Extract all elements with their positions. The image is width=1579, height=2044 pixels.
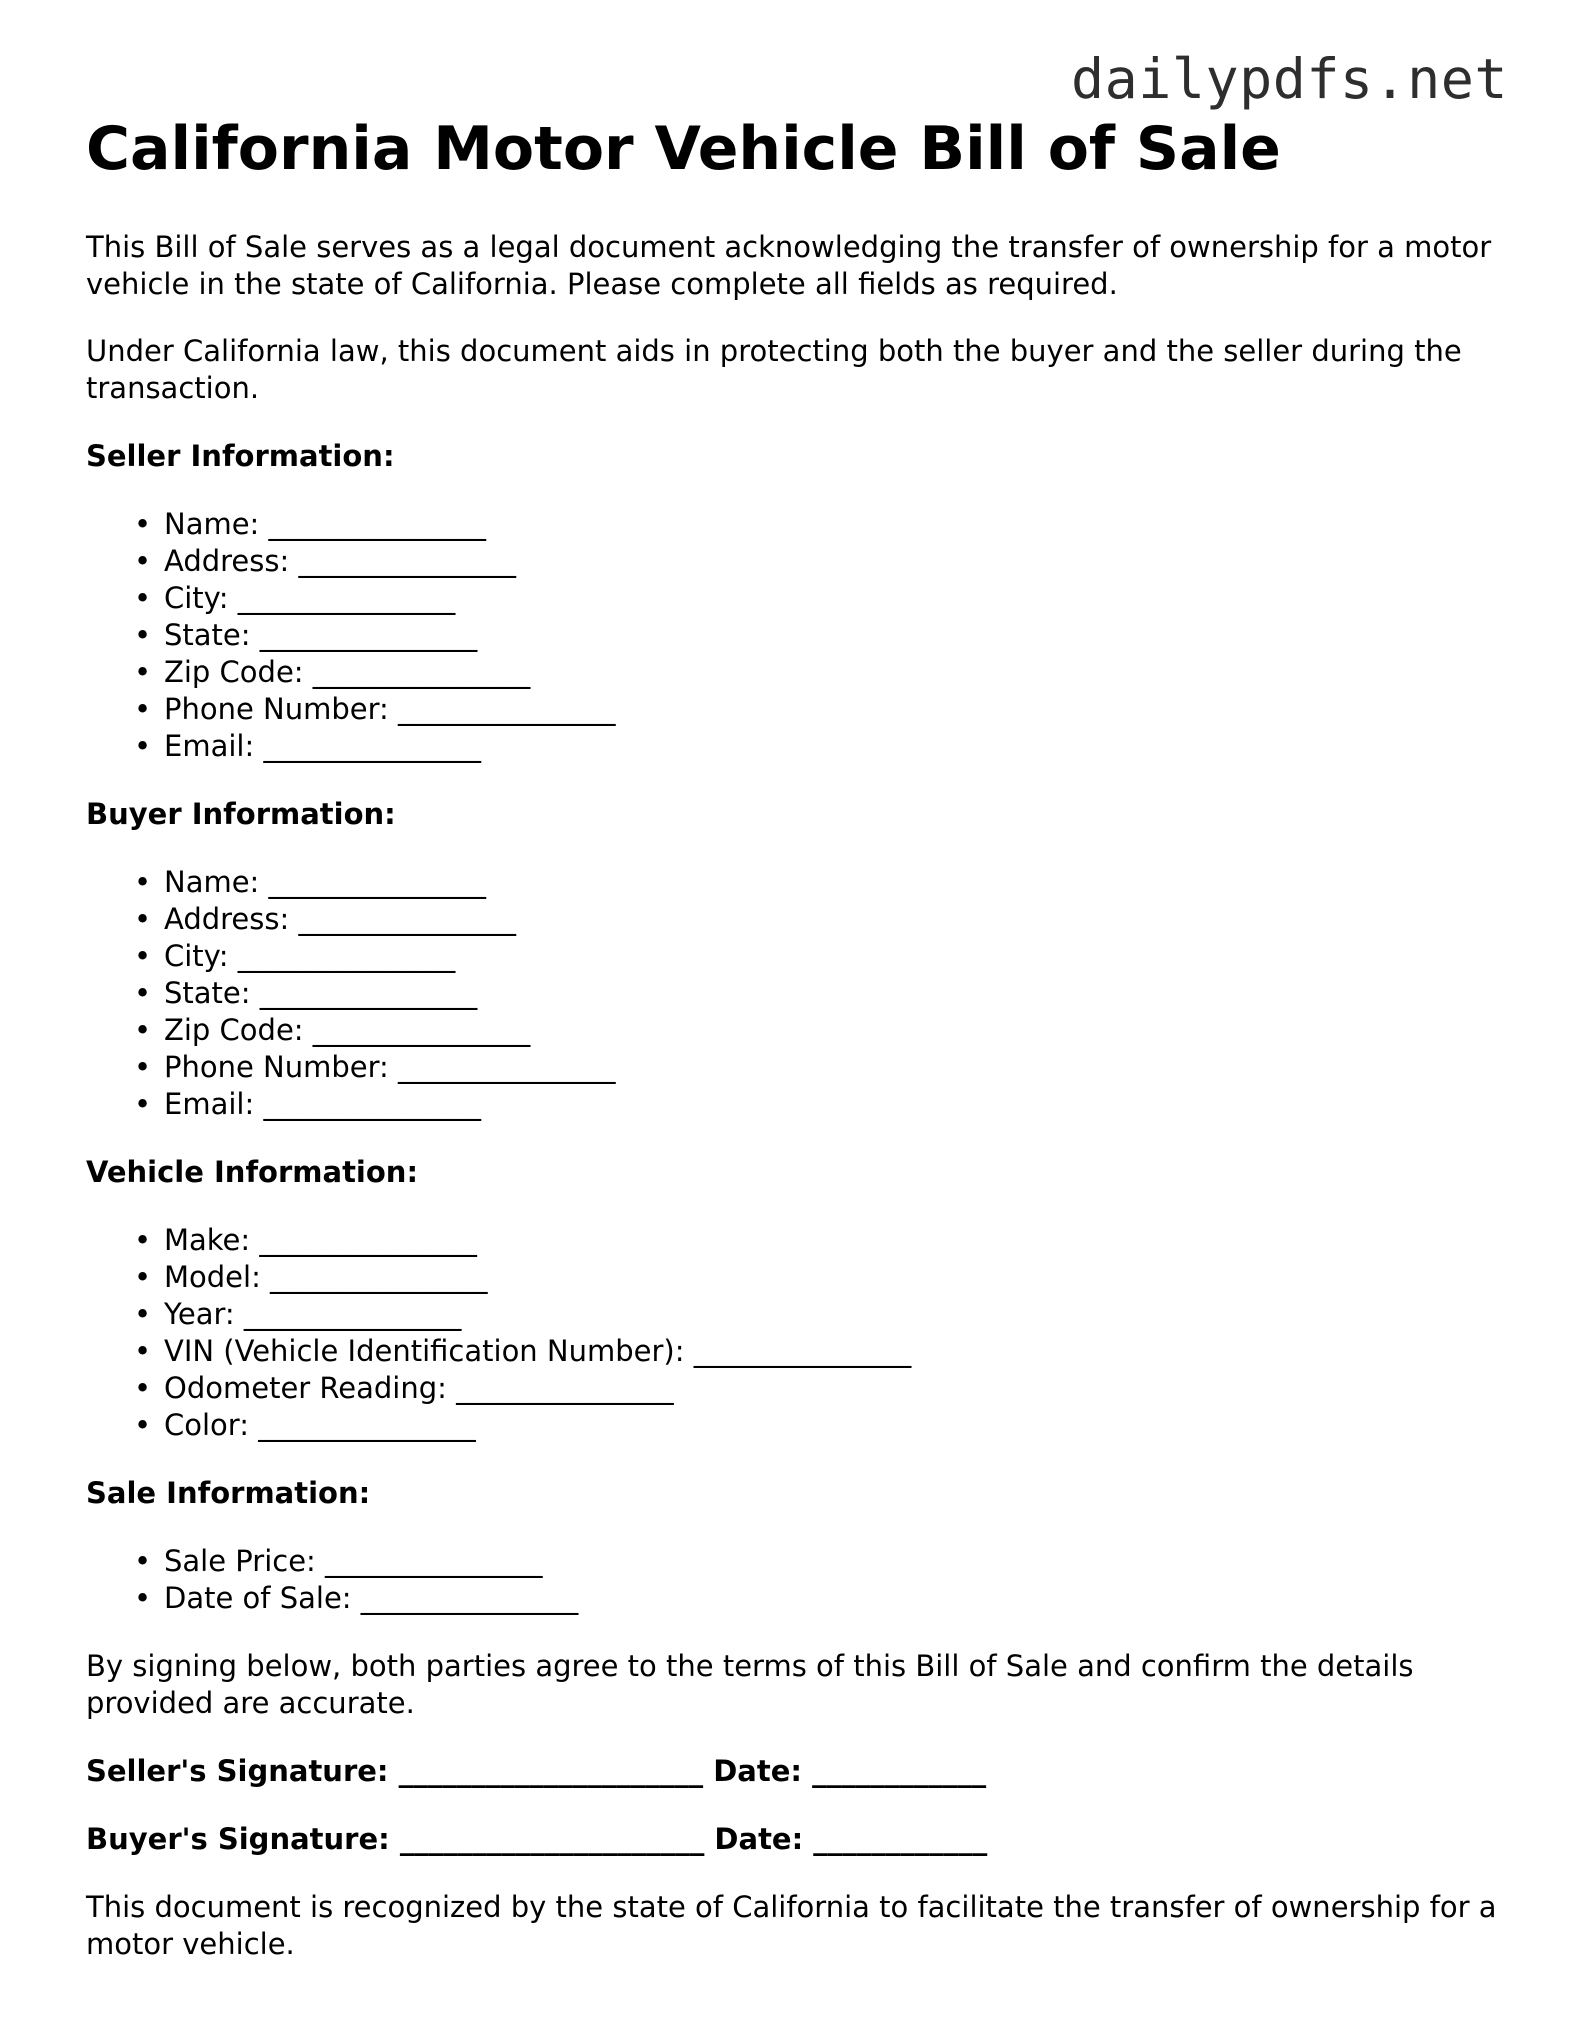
bullet: • [134,692,152,726]
list-item [134,938,1506,975]
buyer-info-list [86,864,1506,1123]
bullet: • [134,1581,152,1615]
list-item [134,1012,1506,1049]
bullet: • [134,1297,152,1331]
field-label: Date of Sale: _______________ [164,1581,579,1615]
bullet: • [134,1223,152,1257]
bullet: • [134,655,152,689]
list-item [134,1049,1506,1086]
list-item [134,1296,1506,1333]
field-label: Color: _______________ [164,1408,476,1442]
list-item [134,543,1506,580]
field-label: State: _______________ [164,976,478,1010]
field-label: Address: _______________ [164,544,516,578]
bullet: • [134,939,152,973]
field-label: Email: _______________ [164,729,481,763]
list-item [134,975,1506,1012]
bullet: • [134,1408,152,1442]
list-item [134,506,1506,543]
list-item [134,1259,1506,1296]
agreement-paragraph: By signing below, both parties agree to the terms of this Bill of Sale and confirm the details provided are accurate. [86,1649,1414,1720]
field-label: Zip Code: _______________ [164,1013,531,1047]
intro-paragraph-2: Under California law, this document aids in protecting both the buyer and the seller during the transaction. [86,334,1462,405]
bullet: • [134,902,152,936]
intro-paragraph-1: This Bill of Sale serves as a legal document acknowledging the transfer of ownership for a motor vehicle in the state of California. Please complete all fields as required. [86,230,1492,301]
field-label: Name: _______________ [164,507,487,541]
field-label: Address: _______________ [164,902,516,936]
bullet: • [134,507,152,541]
bullet: • [134,976,152,1010]
field-label: Year: _______________ [164,1297,462,1331]
bullet: • [134,1260,152,1294]
field-label: City: _______________ [164,581,456,615]
document-page [86,105,1506,1963]
field-label: Model: _______________ [164,1260,488,1294]
list-item [134,691,1506,728]
field-label: Make: _______________ [164,1223,477,1257]
list-item [134,580,1506,617]
field-label: Zip Code: _______________ [164,655,531,689]
list-item [134,864,1506,901]
seller-info-heading: Seller Information: [86,439,395,473]
watermark: dailypdfs.net [1071,47,1508,111]
bullet: • [134,618,152,652]
bullet: • [134,1334,152,1368]
sale-info-list [86,1543,1506,1617]
document-title: California Motor Vehicle Bill of Sale [86,114,1281,184]
list-item [134,1333,1506,1370]
list-item [134,1370,1506,1407]
vehicle-info-list [86,1222,1506,1444]
bullet: • [134,1050,152,1084]
bullet: • [134,1087,152,1121]
field-label: City: _______________ [164,939,456,973]
field-label: Email: _______________ [164,1087,481,1121]
buyer-signature-line: Buyer's Signature: _____________________ Date: ____________ [86,1822,988,1856]
sale-info-heading: Sale Information: [86,1476,371,1510]
bullet: • [134,544,152,578]
field-label: Sale Price: _______________ [164,1544,543,1578]
bullet: • [134,581,152,615]
bullet: • [134,1371,152,1405]
bullet: • [134,865,152,899]
list-item [134,617,1506,654]
vehicle-info-heading: Vehicle Information: [86,1155,419,1189]
bullet: • [134,729,152,763]
list-item [134,901,1506,938]
bullet: • [134,1544,152,1578]
seller-info-list [86,506,1506,765]
field-label: Name: _______________ [164,865,487,899]
list-item [134,1407,1506,1444]
list-item [134,728,1506,765]
field-label: Phone Number: _______________ [164,1050,616,1084]
buyer-info-heading: Buyer Information: [86,797,396,831]
field-label: Odometer Reading: _______________ [164,1371,674,1405]
list-item [134,1222,1506,1259]
bullet: • [134,1013,152,1047]
seller-signature-line: Seller's Signature: _____________________ Date: ____________ [86,1754,987,1788]
field-label: Phone Number: _______________ [164,692,616,726]
footer-paragraph: This document is recognized by the state of California to facilitate the transfer of ownership for a motor vehicle. [86,1890,1497,1961]
list-item [134,1580,1506,1617]
list-item [134,1543,1506,1580]
list-item [134,1086,1506,1123]
field-label: VIN (Vehicle Identification Number): _______________ [164,1334,912,1368]
list-item [134,654,1506,691]
field-label: State: _______________ [164,618,478,652]
